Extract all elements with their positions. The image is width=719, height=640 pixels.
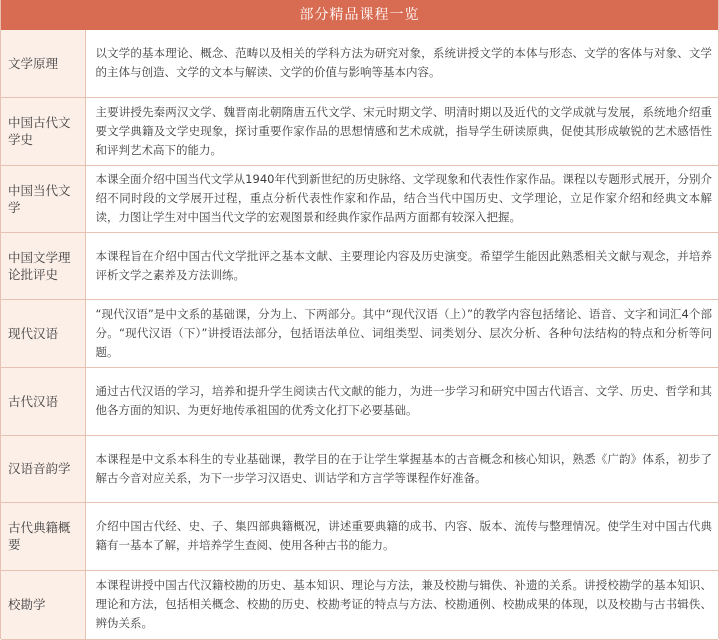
table-row bbox=[1, 232, 718, 299]
table-row bbox=[1, 570, 718, 639]
course-description: 主要讲授先秦两汉文学、魏晋南北朝隋唐五代文学、宋元时期文学、明清时期以及近代的文学成就与发展，系统地介绍重要文学典籍及文学史现象，探讨重要作家作品的思想情感和艺术成就，指导学生研读原典，促使其形成敏锐的艺术感悟性和评判艺术高下的能力。 bbox=[85, 97, 718, 165]
course-name: 汉语音韵学 bbox=[1, 435, 85, 502]
course-description: 通过古代汉语的学习，培养和提升学生阅读古代文献的能力，为进一步学习和研究中国古代语言、文学、历史、哲学和其他各方面的知识、为更好地传承祖国的优秀文化打下必要基础。 bbox=[85, 367, 718, 435]
course-description: 本课程是中文系本科生的专业基础课，教学目的在于让学生掌握基本的古音概念和核心知识，熟悉《广韵》体系，初步了解古今音对应关系，为下一步学习汉语史、训诂学和方言学等课程作好准备。 bbox=[85, 435, 718, 502]
course-name: 校勘学 bbox=[1, 570, 85, 639]
course-name: 中国文学理论批评史 bbox=[1, 232, 85, 299]
course-description: 本课全面介绍中国当代文学从1940年代到新世纪的历史脉络、文学现象和代表性作家作品。课程以专题形式展开，分别介绍不同时段的文学展开过程，重点分析代表性作家和作品，结合当代中国历史、文学理论，立足作家介绍和经典文本解读，力图让学生对中国当代文学的宏观图景和经典作家作品两方面都有较深入把握。 bbox=[85, 165, 718, 232]
course-name: 现代汉语 bbox=[1, 299, 85, 367]
course-description: 本课程旨在介绍中国古代文学批评之基本文献、主要理论内容及历史演变。希望学生能因此熟悉相关文献与观念，并培养评析文学之素养及方法训练。 bbox=[85, 232, 718, 299]
course-name: 中国古代文学史 bbox=[1, 97, 85, 165]
course-description: 本课程讲授中国古代汉籍校勘的历史、基本知识、理论与方法，兼及校勘与辑佚、补遗的关系。讲授校勘学的基本知识、理论和方法，包括相关概念、校勘的历史、校勘考证的特点与方法、校勘通例、校勘成果的体现，以及校勘与古书辑佚、辨伪关系。 bbox=[85, 570, 718, 639]
table-row bbox=[1, 30, 718, 97]
course-name: 中国当代文学 bbox=[1, 165, 85, 232]
course-name: 文学原理 bbox=[1, 30, 85, 97]
page-title: 部分精品课程一览 bbox=[1, 0, 718, 30]
course-description: “现代汉语”是中文系的基础课，分为上、下两部分。其中“现代汉语（上）”的教学内容包括绪论、语音、文字和词汇4个部分。“现代汉语（下）”讲授语法部分，包括语法单位、词组类型、词类划分、层次分析、各种句法结构的特点和分析等问题。 bbox=[85, 299, 718, 367]
table-row bbox=[1, 299, 718, 367]
course-description: 以文学的基本理论、概念、范畴以及相关的学科方法为研究对象，系统讲授文学的本体与形态、文学的客体与对象、文学的主体与创造、文学的文本与解读、文学的价值与影响等基本内容。 bbox=[85, 30, 718, 97]
table-row bbox=[1, 367, 718, 435]
table-row bbox=[1, 165, 718, 232]
table-row bbox=[1, 502, 718, 570]
course-name: 古代汉语 bbox=[1, 367, 85, 435]
course-table bbox=[1, 30, 718, 640]
course-name: 古代典籍概要 bbox=[1, 502, 85, 570]
table-row bbox=[1, 97, 718, 165]
course-description: 介绍中国古代经、史、子、集四部典籍概况，讲述重要典籍的成书、内容、版本、流传与整理情况。使学生对中国古代典籍有一基本了解，并培养学生查阅、使用各种古书的能力。 bbox=[85, 502, 718, 570]
table-row bbox=[1, 435, 718, 502]
